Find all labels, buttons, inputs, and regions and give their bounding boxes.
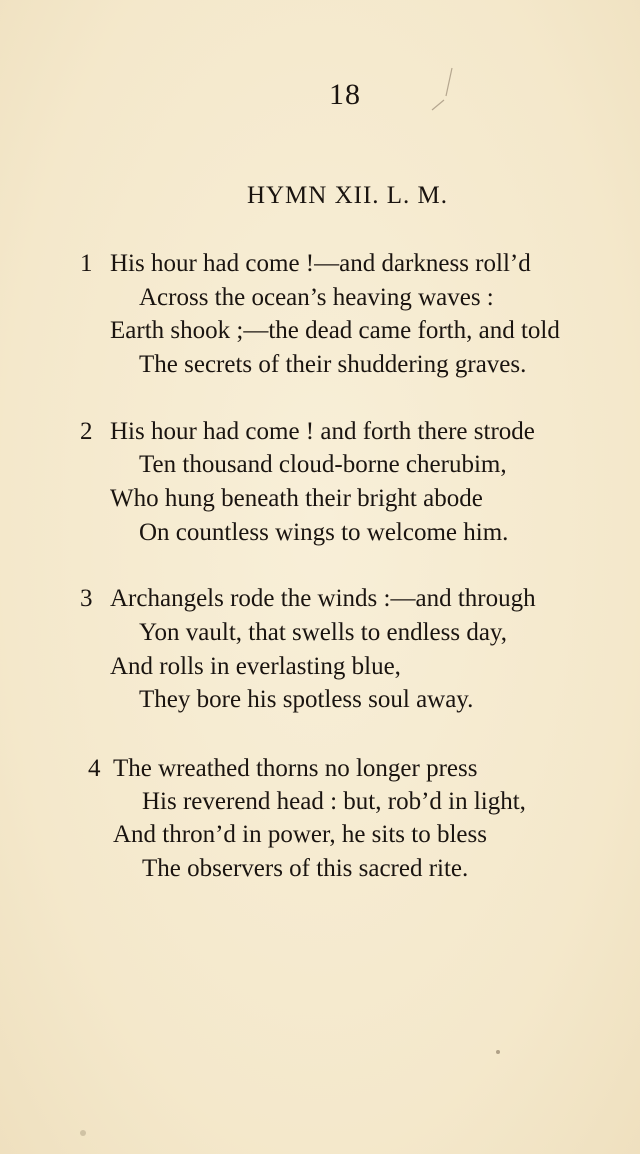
verse-line: They bore his spotless soul away. — [139, 686, 474, 713]
verse-line: Ten thousand cloud-borne cherubim, — [139, 451, 507, 478]
verse-line: Yon vault, that swells to endless day, — [139, 619, 508, 646]
verse-line: His hour had come ! and forth there strode — [110, 418, 535, 445]
verse-line: His reverend head : but, rob’d in light, — [142, 788, 526, 815]
verse-line: And thron’d in power, he sits to bless — [113, 821, 487, 848]
verse-line: Across the ocean’s heaving waves : — [139, 284, 494, 311]
pencil-mark-icon — [428, 66, 458, 116]
stanza-number: 4 — [88, 755, 101, 782]
stanza-number: 3 — [80, 585, 93, 612]
stanza-number: 1 — [80, 250, 93, 277]
paper-speck — [80, 1130, 86, 1136]
verse-line: The secrets of their shuddering graves. — [139, 351, 527, 378]
verse-line: And rolls in everlasting blue, — [110, 653, 401, 680]
verse-line: On countless wings to welcome him. — [139, 519, 509, 546]
hymn-title: HYMN XII. L. M. — [246, 182, 449, 209]
verse-line: The wreathed thorns no longer press — [113, 755, 478, 782]
verse-line: His hour had come !—and darkness roll’d — [110, 250, 531, 277]
paper-speck — [496, 1050, 500, 1054]
verse-line: Who hung beneath their bright abode — [110, 485, 483, 512]
verse-line: Archangels rode the winds :—and through — [110, 585, 536, 612]
verse-line: The observers of this sacred rite. — [142, 855, 469, 882]
verse-line: Earth shook ;—the dead came forth, and told — [110, 317, 560, 344]
stanza-number: 2 — [80, 418, 93, 445]
page-number: 18 — [329, 78, 361, 111]
